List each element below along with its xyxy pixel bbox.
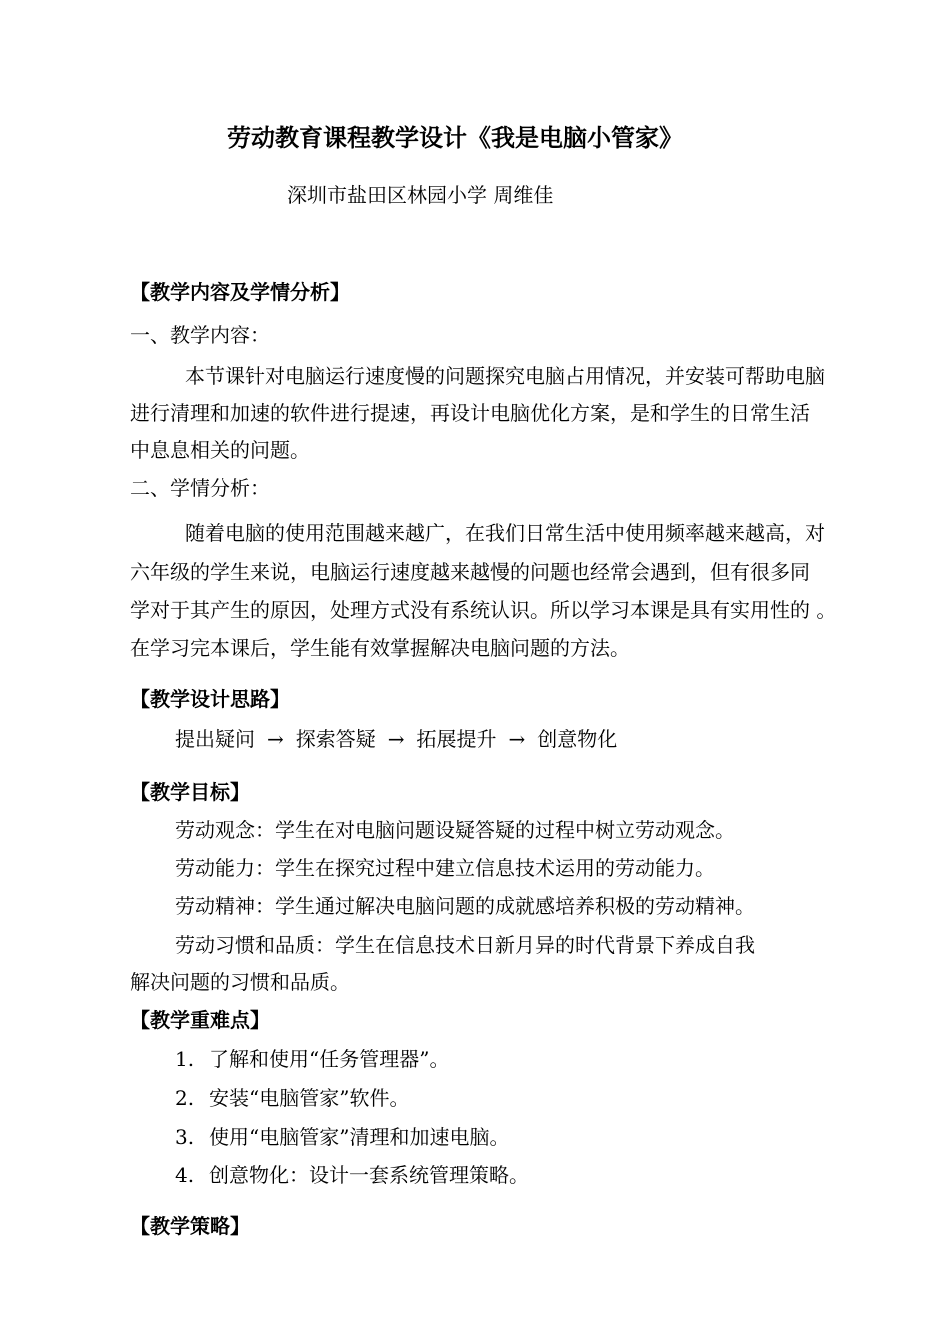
- flow-step: 创意物化: [537, 727, 618, 751]
- section-heading-key-points: 【教学重难点】: [130, 1008, 270, 1032]
- list-item-number: 3.: [175, 1125, 195, 1149]
- objective-line: 劳动能力：学生在探究过程中建立信息技术运用的劳动能力。: [175, 856, 715, 880]
- document-author: 深圳市盐田区林园小学 周维佳: [287, 183, 554, 207]
- flow-step: 拓展提升: [416, 727, 497, 751]
- list-item: [175, 1122, 509, 1152]
- design-flow: [175, 724, 617, 754]
- subsection-title-analysis: 二、学情分析：: [130, 476, 270, 500]
- document-title: 劳动教育课程教学设计《我是电脑小管家》: [227, 123, 683, 152]
- arrow-right-icon: →: [387, 727, 405, 751]
- paragraph-line: 在学习完本课后，学生能有效掌握解决电脑问题的方法。: [130, 636, 630, 660]
- arrow-right-icon: →: [508, 727, 526, 751]
- list-item-number: 2.: [175, 1086, 195, 1110]
- list-item-text: 创意物化：设计一套系统管理策略。: [209, 1163, 529, 1187]
- paragraph-line: 进行清理和加速的软件进行提速，再设计电脑优化方案，是和学生的日常生活: [130, 401, 810, 425]
- objective-line: 劳动观念：学生在对电脑问题设疑答疑的过程中树立劳动观念。: [175, 818, 735, 842]
- objective-line: 劳动习惯和品质：学生在信息技术日新月异的时代背景下养成自我: [175, 933, 755, 957]
- arrow-right-icon: →: [267, 727, 284, 751]
- section-heading-design-idea: 【教学设计思路】: [130, 687, 290, 711]
- flow-step: 探索答疑: [295, 727, 376, 751]
- list-item-text: 了解和使用“任务管理器”。: [209, 1047, 450, 1071]
- list-item-number: 4.: [175, 1163, 195, 1187]
- subsection-title-content: 一、教学内容：: [130, 323, 270, 347]
- section-heading-strategy: 【教学策略】: [130, 1214, 250, 1238]
- list-item-number: 1.: [175, 1047, 195, 1071]
- objective-line: 劳动精神：学生通过解决电脑问题的成就感培养积极的劳动精神。: [175, 894, 755, 918]
- flow-step: 提出疑问: [175, 727, 255, 751]
- section-heading-content-analysis: 【教学内容及学情分析】: [130, 280, 350, 304]
- objective-line-continuation: 解决问题的习惯和品质。: [130, 970, 350, 994]
- list-item-text: 使用“电脑管家”清理和加速电脑。: [209, 1125, 510, 1149]
- paragraph-line: 中息息相关的问题。: [130, 438, 310, 462]
- paragraph-line: 随着电脑的使用范围越来越广，在我们日常生活中使用频率越来越高，对: [185, 521, 825, 545]
- section-heading-objectives: 【教学目标】: [130, 780, 250, 804]
- list-item: [175, 1083, 409, 1113]
- paragraph-line: 六年级的学生来说，电脑运行速度越来越慢的问题也经常会遇到，但有很多同: [130, 560, 810, 584]
- list-item-text: 安装“电脑管家”软件。: [209, 1086, 410, 1110]
- list-item: [175, 1160, 529, 1190]
- paragraph-line: 本节课针对电脑运行速度慢的问题探究电脑占用情况，并安装可帮助电脑: [185, 364, 825, 388]
- list-item: [175, 1044, 449, 1074]
- paragraph-line: 学对于其产生的原因，处理方式没有系统认识。所以学习本课是具有实用性的 。: [130, 598, 837, 622]
